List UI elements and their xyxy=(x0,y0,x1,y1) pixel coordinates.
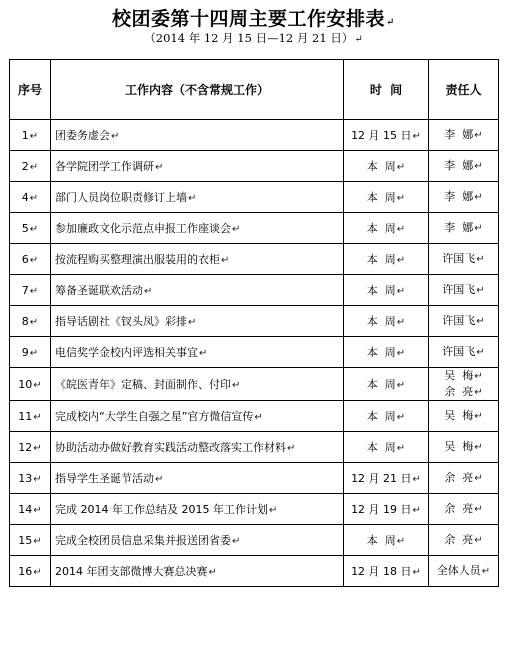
time-value: 12 月 18 日 xyxy=(351,565,412,578)
cell-owner xyxy=(429,244,499,275)
cell-owner xyxy=(429,275,499,306)
header-time: 时 间 xyxy=(344,60,429,120)
paragraph-mark-icon: ↵ xyxy=(29,192,39,204)
owner-line xyxy=(429,470,498,486)
cell-no xyxy=(10,120,51,151)
cell-time xyxy=(344,244,429,275)
table-row xyxy=(10,525,499,556)
paragraph-mark-icon: ↵ xyxy=(208,567,217,578)
owner-name: 许国飞 xyxy=(442,314,476,327)
owner-name: 李 娜 xyxy=(444,221,474,234)
table-row xyxy=(10,556,499,587)
cell-no xyxy=(10,306,51,337)
cell-time xyxy=(344,306,429,337)
paragraph-mark-icon: ↵ xyxy=(232,536,241,547)
paragraph-mark-icon: ↵ xyxy=(33,535,42,547)
table-header-row xyxy=(10,60,499,120)
paragraph-mark-icon: ↵ xyxy=(29,285,39,297)
time-value: 本 周 xyxy=(366,534,396,547)
work-content: 电信奖学金校内评选相关事宜 xyxy=(55,346,198,359)
cell-time xyxy=(344,368,429,401)
row-number: 9 xyxy=(21,345,29,359)
owner-name: 余 亮 xyxy=(444,385,474,398)
cell-no xyxy=(10,463,51,494)
cell-content xyxy=(51,244,344,275)
row-number: 10 xyxy=(18,377,33,391)
cell-time xyxy=(344,494,429,525)
paragraph-mark-icon: ↵ xyxy=(29,223,39,235)
paragraph-mark-icon: ↵ xyxy=(111,131,120,142)
paragraph-mark-icon: ↵ xyxy=(396,536,406,547)
table-row xyxy=(10,368,499,401)
cell-no xyxy=(10,368,51,401)
paragraph-mark-icon: ↵ xyxy=(474,130,483,141)
paragraph-mark-icon: ↵ xyxy=(29,316,39,328)
owner-name: 许国飞 xyxy=(442,283,476,296)
table-row xyxy=(10,120,499,151)
paragraph-mark-icon: ↵ xyxy=(33,411,42,423)
work-content: 协助活动办做好教育实践活动整改落实工作材料 xyxy=(55,441,286,454)
paragraph-mark-icon: ↵ xyxy=(254,412,263,423)
cell-no xyxy=(10,213,51,244)
paragraph-mark-icon: ↵ xyxy=(412,131,421,142)
owner-name: 余 亮 xyxy=(444,502,474,515)
cell-content xyxy=(51,368,344,401)
time-value: 本 周 xyxy=(366,315,396,328)
cell-no xyxy=(10,494,51,525)
table-row xyxy=(10,275,499,306)
work-content: 完成全校团员信息采集并报送团省委 xyxy=(55,534,231,547)
owner-line xyxy=(429,127,498,143)
table-row xyxy=(10,182,499,213)
cell-content xyxy=(51,432,344,463)
time-value: 本 周 xyxy=(366,222,396,235)
cell-no xyxy=(10,182,51,213)
owner-line xyxy=(429,368,498,384)
title-text: 校团委第十四周主要工作安排表 xyxy=(112,8,386,30)
time-value: 12 月 21 日 xyxy=(351,472,412,485)
time-value: 本 周 xyxy=(366,441,396,454)
time-value: 12 月 19 日 xyxy=(351,503,412,516)
time-value: 12 月 15 日 xyxy=(351,129,412,142)
work-content: 完成校内“大学生自强之星”官方微信宣传 xyxy=(55,410,254,423)
cell-content xyxy=(51,401,344,432)
paragraph-mark-icon: ↵ xyxy=(232,224,241,235)
paragraph-mark-icon: ↵ xyxy=(29,161,39,173)
paragraph-mark-icon: ↵ xyxy=(476,285,485,296)
cell-no xyxy=(10,337,51,368)
paragraph-mark-icon: ↵ xyxy=(396,255,406,266)
row-number: 4 xyxy=(21,190,29,204)
cell-time xyxy=(344,525,429,556)
work-content: 筹备圣诞联欢活动 xyxy=(55,284,143,297)
paragraph-mark-icon: ↵ xyxy=(33,504,42,516)
work-content: 2014 年团支部微博大赛总决赛 xyxy=(55,565,208,578)
paragraph-mark-icon: ↵ xyxy=(474,473,483,484)
owner-line xyxy=(429,501,498,517)
cell-time xyxy=(344,401,429,432)
row-number: 7 xyxy=(21,283,29,297)
row-number: 16 xyxy=(18,564,33,578)
time-value: 本 周 xyxy=(366,284,396,297)
paragraph-mark-icon: ↵ xyxy=(474,535,483,546)
table-row xyxy=(10,494,499,525)
row-number: 6 xyxy=(21,252,29,266)
row-number: 11 xyxy=(18,409,33,423)
paragraph-mark-icon: ↵ xyxy=(396,317,406,328)
owner-line xyxy=(429,313,498,329)
time-value: 本 周 xyxy=(366,253,396,266)
header-content: 工作内容（不含常规工作） xyxy=(51,60,344,120)
owner-name: 吴 梅 xyxy=(444,440,474,453)
row-number: 14 xyxy=(18,502,33,516)
paragraph-mark-icon: ↵ xyxy=(476,254,485,265)
row-number: 12 xyxy=(18,440,33,454)
header-owner: 责任人 xyxy=(429,60,499,120)
paragraph-mark-icon: ↵ xyxy=(474,192,483,203)
paragraph-mark-icon: ↵ xyxy=(412,567,421,578)
paragraph-mark-icon: ↵ xyxy=(396,193,406,204)
time-value: 本 周 xyxy=(366,160,396,173)
cell-owner xyxy=(429,120,499,151)
table-row xyxy=(10,213,499,244)
table-body xyxy=(10,120,499,587)
work-content: 《皖医青年》定稿、封面制作、付印 xyxy=(55,378,231,391)
cell-owner xyxy=(429,432,499,463)
owner-name: 李 娜 xyxy=(444,159,474,172)
cell-owner xyxy=(429,151,499,182)
owner-line xyxy=(429,532,498,548)
paragraph-mark-icon: ↵ xyxy=(412,474,421,485)
owner-name: 许国飞 xyxy=(442,252,476,265)
cell-owner xyxy=(429,368,499,401)
work-content: 指导学生圣诞节活动 xyxy=(55,472,154,485)
owner-line xyxy=(429,189,498,205)
paragraph-mark-icon: ↵ xyxy=(155,162,164,173)
paragraph-mark-icon: ↵ xyxy=(232,380,241,391)
row-number: 2 xyxy=(21,159,29,173)
owner-line xyxy=(429,563,498,579)
work-content: 团委务虚会 xyxy=(55,129,110,142)
table-row xyxy=(10,151,499,182)
time-value: 本 周 xyxy=(366,346,396,359)
cell-owner xyxy=(429,182,499,213)
document-subtitle xyxy=(0,30,507,46)
cell-time xyxy=(344,275,429,306)
paragraph-mark-icon: ↵ xyxy=(188,317,197,328)
cell-no xyxy=(10,401,51,432)
cell-no xyxy=(10,244,51,275)
paragraph-mark-icon: ↵ xyxy=(33,442,42,454)
owner-line xyxy=(429,282,498,298)
owner-line xyxy=(429,384,498,400)
paragraph-mark-icon: ↵ xyxy=(474,442,483,453)
cell-content xyxy=(51,463,344,494)
work-content: 参加廉政文化示范点申报工作座谈会 xyxy=(55,222,231,235)
owner-name: 吴 梅 xyxy=(444,369,474,382)
cell-no xyxy=(10,432,51,463)
owner-line xyxy=(429,439,498,455)
paragraph-mark-icon: ↵ xyxy=(188,193,197,204)
cell-no xyxy=(10,525,51,556)
paragraph-mark-icon: ↵ xyxy=(396,380,406,391)
schedule-table xyxy=(9,59,499,587)
cell-content xyxy=(51,275,344,306)
work-content: 完成 2014 年工作总结及 2015 年工作计划 xyxy=(55,503,268,516)
cell-no xyxy=(10,151,51,182)
table-row xyxy=(10,432,499,463)
cell-owner xyxy=(429,556,499,587)
owner-line xyxy=(429,158,498,174)
work-content: 按流程购买整理演出服装用的衣柜 xyxy=(55,253,220,266)
cell-time xyxy=(344,213,429,244)
owner-name: 李 娜 xyxy=(444,128,474,141)
cell-time xyxy=(344,337,429,368)
subtitle-text: （2014 年 12 月 15 日—12 月 21 日） xyxy=(144,31,354,45)
cell-content xyxy=(51,151,344,182)
paragraph-mark-icon: ↵ xyxy=(396,443,406,454)
row-number: 8 xyxy=(21,314,29,328)
paragraph-mark-icon: ↵ xyxy=(474,411,483,422)
paragraph-mark-icon: ↵ xyxy=(412,505,421,516)
table-row xyxy=(10,244,499,275)
cell-content xyxy=(51,525,344,556)
cell-content xyxy=(51,213,344,244)
paragraph-mark-icon: ↵ xyxy=(474,161,483,172)
owner-line xyxy=(429,344,498,360)
paragraph-mark-icon: ↵ xyxy=(474,371,483,382)
document-title xyxy=(0,4,507,31)
work-content: 部门人员岗位职责修订上墙 xyxy=(55,191,187,204)
cell-no xyxy=(10,275,51,306)
paragraph-mark-icon: ↵ xyxy=(396,224,406,235)
row-number: 13 xyxy=(18,471,33,485)
cell-content xyxy=(51,182,344,213)
cell-owner xyxy=(429,463,499,494)
paragraph-mark-icon: ↵ xyxy=(199,348,208,359)
cell-time xyxy=(344,182,429,213)
paragraph-mark-icon: ↵ xyxy=(474,504,483,515)
cell-time xyxy=(344,463,429,494)
time-value: 本 周 xyxy=(366,378,396,391)
cell-content xyxy=(51,556,344,587)
cell-owner xyxy=(429,337,499,368)
cell-content xyxy=(51,494,344,525)
cell-no xyxy=(10,556,51,587)
cell-time xyxy=(344,151,429,182)
paragraph-mark-icon: ↵ xyxy=(155,474,164,485)
cell-content xyxy=(51,306,344,337)
cell-time xyxy=(344,120,429,151)
paragraph-mark-icon: ↵ xyxy=(476,347,485,358)
paragraph-mark-icon: ↵ xyxy=(474,387,483,398)
owner-name: 吴 梅 xyxy=(444,409,474,422)
cell-owner xyxy=(429,306,499,337)
paragraph-mark-icon: ↵ xyxy=(29,347,39,359)
owner-line xyxy=(429,408,498,424)
time-value: 本 周 xyxy=(366,410,396,423)
cell-time xyxy=(344,432,429,463)
row-number: 15 xyxy=(18,533,33,547)
paragraph-mark-icon: ↵ xyxy=(396,348,406,359)
row-number: 1 xyxy=(21,128,29,142)
paragraph-mark-icon: ↵ xyxy=(287,443,296,454)
paragraph-mark-icon: ↵ xyxy=(354,34,363,45)
table-row xyxy=(10,306,499,337)
cell-owner xyxy=(429,525,499,556)
paragraph-mark-icon: ↵ xyxy=(29,254,39,266)
table-row xyxy=(10,337,499,368)
paragraph-mark-icon: ↵ xyxy=(33,566,42,578)
header-no: 序号 xyxy=(10,60,51,120)
cell-content xyxy=(51,337,344,368)
work-content: 指导话剧社《钗头凤》彩排 xyxy=(55,315,187,328)
cell-owner xyxy=(429,213,499,244)
owner-name: 余 亮 xyxy=(444,471,474,484)
owner-name: 许国飞 xyxy=(442,345,476,358)
cell-content xyxy=(51,120,344,151)
time-value: 本 周 xyxy=(366,191,396,204)
row-number: 5 xyxy=(21,221,29,235)
paragraph-mark-icon: ↵ xyxy=(144,286,153,297)
paragraph-mark-icon: ↵ xyxy=(386,17,395,28)
owner-name: 余 亮 xyxy=(444,533,474,546)
paragraph-mark-icon: ↵ xyxy=(221,255,230,266)
paragraph-mark-icon: ↵ xyxy=(474,223,483,234)
owner-line xyxy=(429,220,498,236)
paragraph-mark-icon: ↵ xyxy=(33,379,42,391)
owner-name: 全体人员 xyxy=(436,564,481,577)
paragraph-mark-icon: ↵ xyxy=(476,316,485,327)
owner-name: 李 娜 xyxy=(444,190,474,203)
table-row xyxy=(10,401,499,432)
owner-line xyxy=(429,251,498,267)
cell-time xyxy=(344,556,429,587)
paragraph-mark-icon: ↵ xyxy=(481,566,491,577)
paragraph-mark-icon: ↵ xyxy=(396,286,406,297)
cell-owner xyxy=(429,494,499,525)
cell-owner xyxy=(429,401,499,432)
paragraph-mark-icon: ↵ xyxy=(29,130,39,142)
work-content: 各学院团学工作调研 xyxy=(55,160,154,173)
paragraph-mark-icon: ↵ xyxy=(33,473,42,485)
table-row xyxy=(10,463,499,494)
paragraph-mark-icon: ↵ xyxy=(268,505,278,516)
paragraph-mark-icon: ↵ xyxy=(396,412,406,423)
paragraph-mark-icon: ↵ xyxy=(396,162,406,173)
